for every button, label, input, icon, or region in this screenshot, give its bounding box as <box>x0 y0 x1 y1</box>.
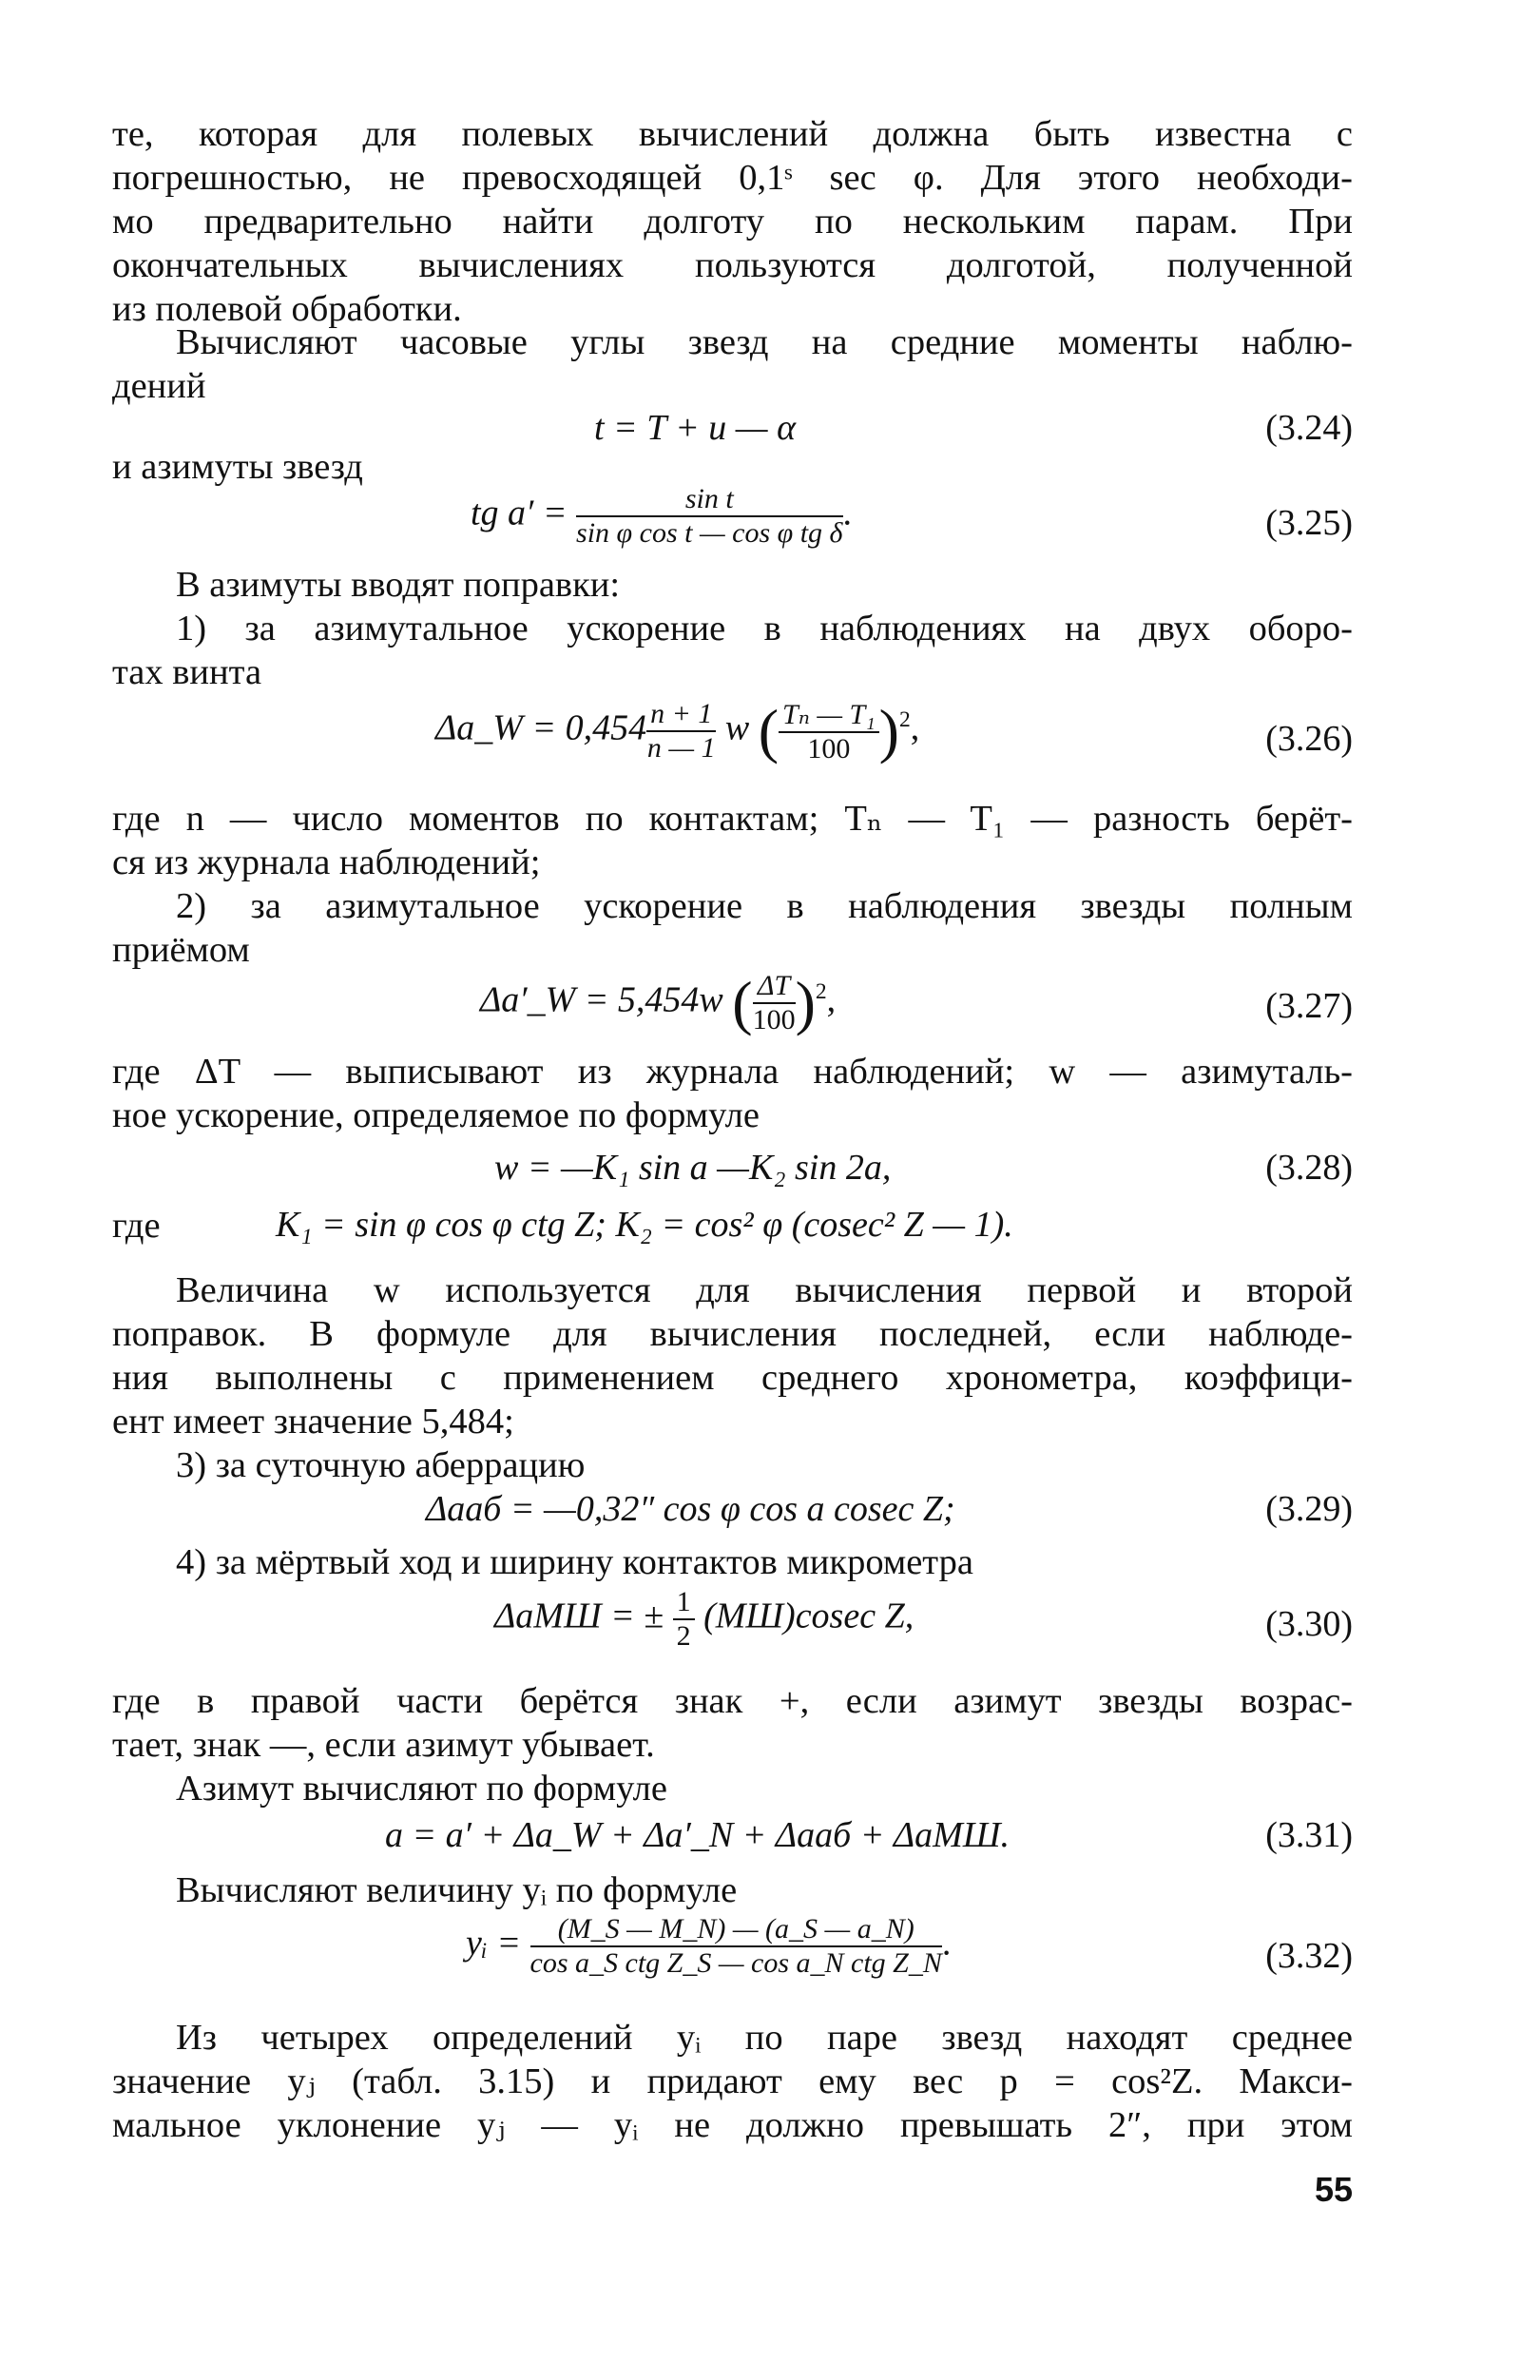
paragraph-15 <box>176 1868 1416 1912</box>
text-line: тает, знак —, если азимут убывает. <box>112 1725 655 1765</box>
paragraph-4 <box>176 563 1416 607</box>
fraction-numerator: Tₙ — T₁ <box>779 698 879 733</box>
fraction <box>646 698 716 764</box>
fraction-denominator: sin φ cos t — cos φ tg δ <box>576 517 843 549</box>
text-line: Азимут вычисляют по формуле <box>176 1769 667 1809</box>
equation-3-28-coefficients: K₁ = sin φ cos φ ctg Z; K₂ = cos² φ (cosec² Z — 1). <box>276 1205 1013 1245</box>
paragraph-5 <box>176 607 1353 650</box>
equation-3-25: tg a′ = $\frac{\text{sin t}}{\text{sin φ cos t — cos φ tg δ}}$ . <box>471 483 852 549</box>
text-line: приёмом <box>112 930 250 970</box>
text-line: мо предварительно найти долготу по нескольким парам. При <box>112 202 1353 242</box>
fraction-numerator: 1 <box>673 1586 695 1620</box>
text-line: ное ускорение, определяемое по формуле <box>112 1095 760 1135</box>
paragraph-11 <box>176 1443 1416 1487</box>
fraction-denominator: 100 <box>752 1004 796 1035</box>
equation-number: (3.27) <box>1265 986 1353 1026</box>
text-line: погрешностью, не превосходящей 0,1ˢ sec φ. Для этого необходи- <box>112 158 1353 198</box>
paragraph-10-cont <box>112 1312 1353 1400</box>
equation-3-27: Δa′_W = 5,454w ( $\frac{\Delta T}{100}$ )$^2$, <box>480 969 837 1036</box>
text-line: и азимуты звезд <box>112 447 363 487</box>
text-line: тах винта <box>112 652 262 692</box>
paragraph-6-end <box>112 841 1353 884</box>
equation-number: (3.30) <box>1265 1604 1353 1644</box>
paragraph-10-end <box>112 1400 1353 1443</box>
text-line: мальное уклонение yⱼ — yᵢ не должно превышать 2″, при этом <box>112 2105 1353 2145</box>
text-line: В азимуты вводят поправки: <box>176 565 621 605</box>
equation-number: (3.26) <box>1265 719 1353 759</box>
text-line: ся из журнала наблюдений; <box>112 842 541 882</box>
equation-3-31: a = a′ + Δa_W + Δa′_N + Δaаб + ΔaМШ. <box>385 1815 1010 1855</box>
text-line: ния выполнены с применением среднего хронометра, коэффици- <box>112 1358 1353 1398</box>
equation-lhs: ΔaМШ = ± <box>494 1596 664 1636</box>
paragraph-16-cont <box>112 2060 1353 2147</box>
fraction-numerator: sin t <box>576 483 842 517</box>
paragraph-5-end <box>112 650 1353 694</box>
fraction-denominator: 100 <box>807 732 851 764</box>
equation-number: (3.31) <box>1265 1815 1353 1855</box>
paragraph-6 <box>112 797 1353 841</box>
text-line: где в правой части берётся знак +, если азимут звезды возрас- <box>112 1681 1353 1721</box>
text-line: где n — число моментов по контактам; Tₙ — T₁ — разность берёт- <box>112 799 1353 839</box>
paragraph-8 <box>112 1050 1353 1093</box>
equation-number: (3.28) <box>1265 1148 1353 1188</box>
fraction <box>576 483 842 550</box>
paragraph-14 <box>176 1767 1416 1810</box>
text-line: окончательных вычислениях пользуются долготой, полученной <box>112 245 1353 285</box>
text-line: Вычисляют часовые углы звезд на средние моменты наблю- <box>176 322 1353 362</box>
equation-lhs: Δa′_W = 5,454w <box>480 979 723 1020</box>
text-line: 2) за азимутальное ускорение в наблюдения звезды полным <box>176 886 1353 926</box>
equation-lhs: Δa_W = 0,454 <box>435 707 647 748</box>
equation-number: (3.25) <box>1265 503 1353 543</box>
paragraph-13-end <box>112 1723 1353 1767</box>
equation-3-29: Δaаб = —0,32″ cos φ cos a cosec Z; <box>426 1489 955 1529</box>
paragraph-16 <box>176 2016 1353 2060</box>
text-line: те, которая для полевых вычислений должна быть известна с <box>112 114 1353 154</box>
paragraph-12 <box>176 1540 1416 1584</box>
equation-term: w <box>724 707 750 748</box>
text-line: где <box>112 1206 161 1246</box>
paragraph-7 <box>176 884 1353 928</box>
paragraph-1 <box>112 112 1353 287</box>
paragraph-7-end <box>112 928 1353 972</box>
fraction-numerator: (M_S — M_N) — (a_S — a_N) <box>530 1913 942 1947</box>
fraction-numerator: ΔT <box>753 970 796 1004</box>
fraction <box>530 1913 942 1980</box>
text-line: поправок. В формуле для вычисления последней, если наблюде- <box>112 1314 1353 1354</box>
fraction <box>753 970 796 1036</box>
fraction-denominator: n — 1 <box>646 732 716 764</box>
text-line: где ΔT — выписывают из журнала наблюдений; w — азимуталь- <box>112 1052 1353 1092</box>
fraction-denominator: cos a_S ctg Z_S — cos a_N ctg Z_N <box>529 1947 942 1979</box>
equation-number: (3.32) <box>1265 1936 1353 1976</box>
paragraph-2 <box>176 320 1353 364</box>
equation-3-26: Δa_W = 0,454 $\frac{n + 1}{n — 1}$ w ( $\frac{\text{Tₙ — T₁}}{100}$ )$^2$, <box>435 697 920 764</box>
equation-rhs: (МШ)cosec Z, <box>703 1596 914 1636</box>
equation-number: (3.29) <box>1265 1489 1353 1529</box>
fraction-denominator: 2 <box>676 1620 691 1652</box>
equation-3-28: w = —K₁ sin a —K₂ sin 2a, <box>494 1148 892 1188</box>
text-line: Из четырех определений yᵢ по паре звезд находят среднее <box>176 2018 1353 2058</box>
fraction <box>779 698 879 765</box>
equation-lhs: yᵢ = <box>466 1923 522 1964</box>
paragraph-2-end <box>112 364 1353 408</box>
paragraph-13 <box>112 1679 1353 1723</box>
text-line: 1) за азимутальное ускорение в наблюдениях на двух оборо- <box>176 609 1353 648</box>
text-line: 3) за суточную аберрацию <box>176 1445 586 1485</box>
text-line: Величина w используется для вычисления первой и второй <box>176 1270 1353 1310</box>
text-line: дений <box>112 366 206 406</box>
equation-lhs: tg a′ = <box>471 493 568 533</box>
equation-3-30 <box>494 1586 914 1653</box>
paragraph-8-end <box>112 1093 1353 1137</box>
text-line: Вычисляют величину yᵢ по формуле <box>176 1870 738 1910</box>
text-line: значение yⱼ (табл. 3.15) и придают ему вес p = cos²Z. Макси- <box>112 2061 1353 2101</box>
text-line: ент имеет значение 5,484; <box>112 1402 514 1442</box>
equation-3-24: t = T + u — α <box>594 408 797 448</box>
equation-number: (3.24) <box>1265 408 1353 448</box>
text-line: из полевой обработки. <box>112 289 462 329</box>
page-number: 55 <box>1314 2170 1353 2209</box>
equation-3-32: yᵢ = $\frac{(M\_S — M\_N) — (a\_S — a\_N)}{\text{cos a\_S ctg Z\_S — cos a\_N ctg Z\_N}}$ . <box>466 1913 952 1979</box>
text-line: 4) за мёртвый ход и ширину контактов микрометра <box>176 1542 973 1582</box>
fraction-numerator: n + 1 <box>646 698 716 732</box>
paragraph-10 <box>176 1268 1353 1312</box>
fraction <box>673 1586 695 1653</box>
